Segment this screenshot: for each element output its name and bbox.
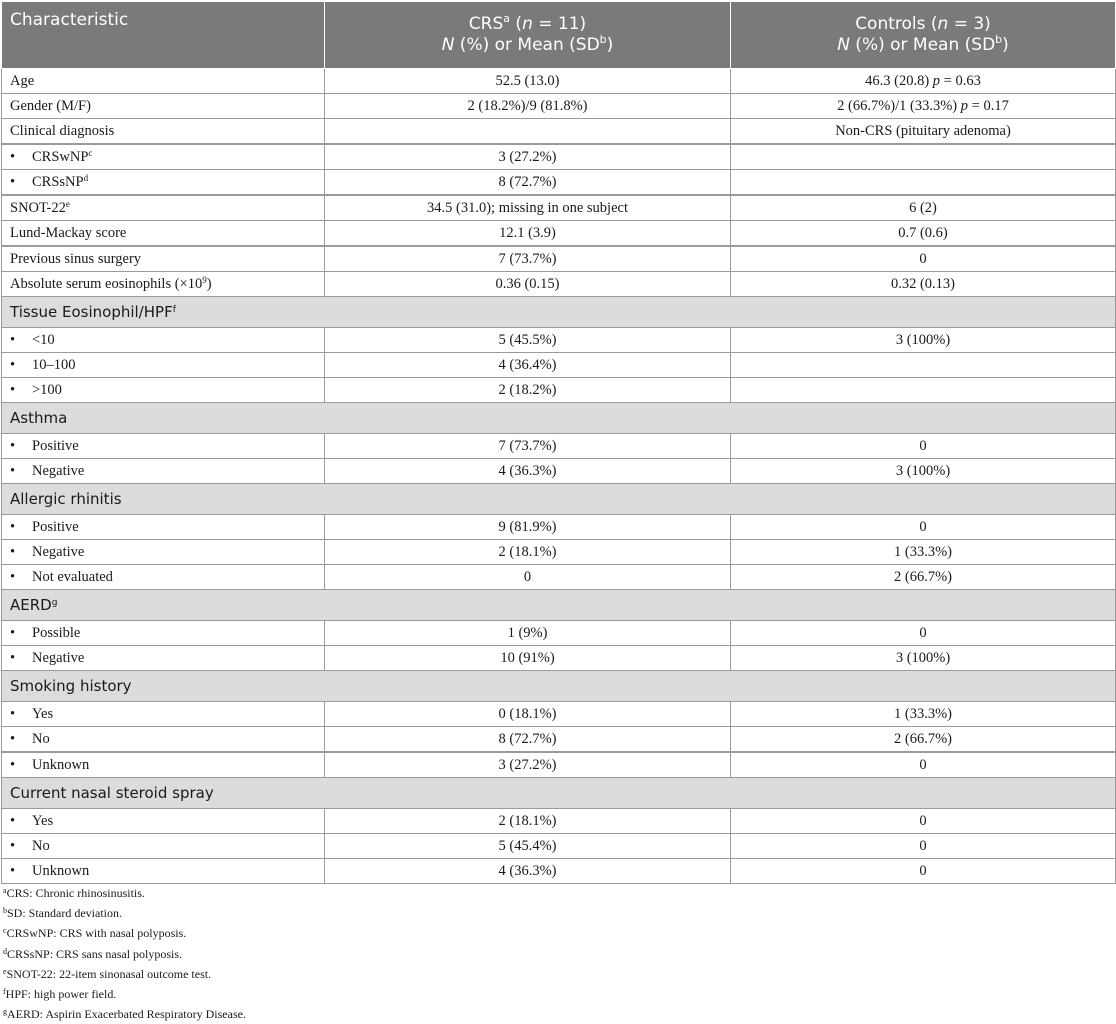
row-crs-value: 9 (81.9%)	[325, 515, 731, 540]
row-crs-value: 10 (91%)	[325, 646, 731, 671]
header-controls	[731, 2, 1116, 69]
row-label	[2, 702, 325, 727]
row-ctrl-value: 1 (33.3%)	[731, 540, 1116, 565]
row-crs-value: 4 (36.3%)	[325, 459, 731, 484]
row-label-text: <10	[32, 331, 55, 348]
section-header-tissue	[2, 297, 1116, 328]
p-var: p	[932, 72, 941, 89]
row-label-text: Unknown	[32, 862, 90, 879]
row-label	[2, 515, 325, 540]
row-label	[2, 353, 325, 378]
row-crs-value: 5 (45.5%)	[325, 328, 731, 353]
row-ctrl-value	[731, 170, 1116, 196]
table-row	[2, 378, 1116, 403]
header-characteristic: Characteristic	[2, 2, 325, 69]
row-label-text: Yes	[32, 812, 54, 829]
row-ctrl-value: 0	[731, 515, 1116, 540]
bullet: •	[10, 756, 16, 773]
row-label-text: 10–100	[32, 356, 76, 373]
footnote-sup: e	[3, 966, 7, 976]
row-sup: d	[83, 172, 89, 183]
table-row-prev-surgery	[2, 246, 1116, 272]
table-row	[2, 621, 1116, 646]
row-ctrl-value	[731, 69, 1116, 94]
bullet: •	[10, 862, 16, 879]
section-header-allergic	[2, 484, 1116, 515]
header-ctrl-n-var: n	[937, 14, 949, 34]
row-ctrl-value: 2 (66.7%)	[731, 727, 1116, 753]
row-ctrl-value	[731, 353, 1116, 378]
row-sup: 9	[202, 274, 207, 285]
table-row	[2, 328, 1116, 353]
bullet: •	[10, 381, 16, 398]
header-crs-rest: (%) or Mean (SD	[454, 35, 600, 55]
footnote-text: SNOT-22: 22-item sinonasal outcome test.	[6, 966, 212, 981]
section-title: Asthma	[2, 403, 1116, 434]
footnote-text: HPF: high power field.	[5, 987, 117, 1002]
row-label	[2, 646, 325, 671]
table-row	[2, 565, 1116, 590]
footnote	[3, 883, 246, 903]
row-label-text: Yes	[32, 705, 54, 722]
footnotes	[3, 883, 246, 1024]
row-ctrl-value	[731, 94, 1116, 119]
row-label	[2, 834, 325, 859]
row-ctrl-value: 0	[731, 809, 1116, 834]
table-row	[2, 859, 1116, 884]
row-label	[2, 540, 325, 565]
table-row-crswnp	[2, 144, 1116, 170]
footnote	[3, 1004, 246, 1024]
bullet: •	[10, 568, 16, 585]
row-crs-value: 5 (45.4%)	[325, 834, 731, 859]
header-ctrl-sd-sup: b	[995, 33, 1003, 46]
section-header-aerd	[2, 590, 1116, 621]
p-val: = 0.17	[968, 97, 1009, 114]
table-row	[2, 727, 1116, 753]
footnote-text: SD: Standard deviation.	[7, 906, 122, 921]
row-crs-value: 1 (9%)	[325, 621, 731, 646]
footnote-text: CRSsNP: CRS sans nasal polyposis.	[7, 946, 183, 961]
table-row-eosinophils	[2, 272, 1116, 297]
row-ctrl-value: 0	[731, 246, 1116, 272]
row-label	[2, 859, 325, 884]
section-title: Allergic rhinitis	[2, 484, 1116, 515]
ctrl-text: 46.3 (20.8)	[865, 72, 930, 89]
bullet: •	[10, 705, 16, 722]
table-row	[2, 353, 1116, 378]
footnote-sup: d	[3, 946, 7, 956]
header-crs-close: )	[606, 35, 614, 55]
header-crs-title: CRS	[468, 14, 504, 34]
header-row	[2, 2, 1116, 69]
row-label-text: >100	[32, 381, 62, 398]
header-ctrl-N: N	[837, 35, 850, 55]
row-label: Age	[2, 69, 325, 94]
row-label-text: Negative	[32, 649, 85, 666]
bullet: •	[10, 356, 16, 373]
row-crs-value: 2 (18.1%)	[325, 540, 731, 565]
row-label	[2, 328, 325, 353]
header-crs-sd-sup: b	[599, 33, 607, 46]
bullet: •	[10, 543, 16, 560]
row-ctrl-value	[731, 144, 1116, 170]
row-crs-value: 3 (27.2%)	[325, 144, 731, 170]
header-crs	[325, 2, 731, 69]
row-ctrl-value: 3 (100%)	[731, 646, 1116, 671]
row-label: Lund-Mackay score	[2, 221, 325, 247]
row-label-text: SNOT-22	[10, 199, 66, 216]
section-title: Smoking history	[2, 671, 1116, 702]
table-row	[2, 459, 1116, 484]
section-title-text: AERD	[10, 596, 52, 614]
header-crs-sup: a	[503, 12, 511, 25]
header-ctrl-close: )	[1002, 35, 1009, 55]
header-crs-N: N	[441, 35, 455, 55]
footnote-sup: f	[3, 987, 6, 997]
bullet: •	[10, 148, 16, 165]
table-row-lund	[2, 221, 1116, 247]
row-ctrl-value: 0.7 (0.6)	[731, 221, 1116, 247]
row-crs-value: 0 (18.1%)	[325, 702, 731, 727]
row-crs-value: 0.36 (0.15)	[325, 272, 731, 297]
row-crs-value: 34.5 (31.0); missing in one subject	[325, 195, 731, 221]
header-ctrl-n-val: = 3)	[948, 14, 991, 34]
row-crs-value: 52.5 (13.0)	[325, 69, 731, 94]
section-title: Current nasal steroid spray	[2, 778, 1116, 809]
table-row-snot	[2, 195, 1116, 221]
row-label: Clinical diagnosis	[2, 119, 325, 145]
footnote-text: CRS: Chronic rhinosinusitis.	[6, 886, 145, 900]
row-ctrl-value: 0	[731, 834, 1116, 859]
footnote-sup: c	[3, 926, 7, 936]
bullet: •	[10, 730, 16, 747]
section-sup: g	[51, 598, 58, 608]
row-label	[2, 459, 325, 484]
row-ctrl-value: Non-CRS (pituitary adenoma)	[731, 119, 1116, 145]
row-crs-value: 2 (18.1%)	[325, 809, 731, 834]
row-label-text: Negative	[32, 462, 85, 479]
characteristics-table-wrapper	[1, 1, 1115, 884]
row-ctrl-value: 0	[731, 621, 1116, 646]
p-val: = 0.63	[940, 72, 981, 89]
footnote	[3, 923, 246, 943]
table-row	[2, 834, 1116, 859]
row-label	[2, 727, 325, 753]
section-header-steroid	[2, 778, 1116, 809]
row-crs-value: 8 (72.7%)	[325, 727, 731, 753]
ctrl-text: 2 (66.7%)/1 (33.3%)	[837, 97, 958, 114]
row-crs-value: 8 (72.7%)	[325, 170, 731, 196]
row-sup: e	[65, 198, 70, 209]
footnote-sup: a	[3, 886, 7, 895]
row-label-text: CRSsNP	[32, 173, 84, 190]
row-label-text: Not evaluated	[32, 568, 113, 585]
table-row-crssnp	[2, 170, 1116, 196]
row-label	[2, 144, 325, 170]
row-ctrl-value: 0	[731, 434, 1116, 459]
footnote-text: CRSwNP: CRS with nasal polyposis.	[6, 926, 187, 941]
bullet: •	[10, 173, 16, 190]
characteristics-table	[1, 1, 1116, 884]
footnote	[3, 944, 246, 964]
footnote-text: AERD: Aspirin Exacerbated Respiratory Disease.	[7, 1007, 246, 1022]
row-label-text: No	[32, 730, 50, 747]
section-header-smoking	[2, 671, 1116, 702]
table-row	[2, 646, 1116, 671]
bullet: •	[10, 331, 16, 348]
row-ctrl-value	[731, 378, 1116, 403]
row-label: Previous sinus surgery	[2, 246, 325, 272]
header-ctrl-title: Controls (	[855, 14, 938, 34]
row-ctrl-value: 2 (66.7%)	[731, 565, 1116, 590]
row-label	[2, 434, 325, 459]
table-row	[2, 809, 1116, 834]
table-row-age	[2, 69, 1116, 94]
row-label	[2, 378, 325, 403]
header-ctrl-rest: (%) or Mean (SD	[849, 35, 996, 55]
row-label	[2, 809, 325, 834]
row-crs-value: 0	[325, 565, 731, 590]
row-ctrl-value: 0.32 (0.13)	[731, 272, 1116, 297]
row-crs-value: 7 (73.7%)	[325, 434, 731, 459]
table-row	[2, 515, 1116, 540]
row-ctrl-value: 3 (100%)	[731, 459, 1116, 484]
table-row	[2, 752, 1116, 778]
section-title	[2, 297, 1116, 328]
row-label-text: Negative	[32, 543, 85, 560]
row-label	[2, 752, 325, 778]
footnote	[3, 964, 246, 984]
footnote	[3, 903, 246, 923]
table-row	[2, 540, 1116, 565]
row-label	[2, 621, 325, 646]
bullet: •	[10, 437, 16, 454]
bullet: •	[10, 837, 16, 854]
bullet: •	[10, 518, 16, 535]
row-label-text: CRSwNP	[32, 148, 89, 165]
row-label-text: No	[32, 837, 50, 854]
p-var: p	[960, 97, 969, 114]
bullet: •	[10, 624, 16, 641]
table-row-gender	[2, 94, 1116, 119]
table-row	[2, 434, 1116, 459]
bullet: •	[10, 812, 16, 829]
table-row-clinical	[2, 119, 1116, 145]
footnote	[3, 984, 246, 1004]
row-ctrl-value: 0	[731, 859, 1116, 884]
section-title-text: Tissue Eosinophil/HPF	[10, 303, 173, 321]
bullet: •	[10, 649, 16, 666]
section-title	[2, 590, 1116, 621]
section-header-asthma	[2, 403, 1116, 434]
row-label-text: Possible	[32, 624, 81, 641]
row-crs-value	[325, 119, 731, 145]
row-label-text: Positive	[32, 518, 79, 535]
row-crs-value: 2 (18.2%)/9 (81.8%)	[325, 94, 731, 119]
header-crs-n-val: = 11)	[532, 14, 587, 34]
row-label	[2, 170, 325, 196]
row-crs-value: 4 (36.4%)	[325, 353, 731, 378]
row-ctrl-value: 3 (100%)	[731, 328, 1116, 353]
row-label	[2, 565, 325, 590]
row-sup: c	[88, 147, 93, 158]
row-label-close: )	[206, 275, 212, 292]
row-label	[2, 272, 325, 297]
row-ctrl-value: 0	[731, 752, 1116, 778]
header-crs-paren: (	[510, 14, 523, 34]
row-label-text: Unknown	[32, 756, 90, 773]
header-crs-n-var: n	[522, 14, 533, 34]
row-crs-value: 2 (18.2%)	[325, 378, 731, 403]
row-crs-value: 4 (36.3%)	[325, 859, 731, 884]
table-row	[2, 702, 1116, 727]
row-ctrl-value: 1 (33.3%)	[731, 702, 1116, 727]
section-sup: f	[172, 305, 176, 315]
footnote-sup: g	[3, 1007, 7, 1017]
row-label: Gender (M/F)	[2, 94, 325, 119]
row-label	[2, 195, 325, 221]
footnote-sup: b	[3, 906, 7, 916]
row-ctrl-value: 6 (2)	[731, 195, 1116, 221]
row-crs-value: 12.1 (3.9)	[325, 221, 731, 247]
row-crs-value: 7 (73.7%)	[325, 246, 731, 272]
row-label-text: Positive	[32, 437, 79, 454]
bullet: •	[10, 462, 16, 479]
row-label-text: Absolute serum eosinophils (×10	[10, 275, 203, 292]
row-crs-value: 3 (27.2%)	[325, 752, 731, 778]
